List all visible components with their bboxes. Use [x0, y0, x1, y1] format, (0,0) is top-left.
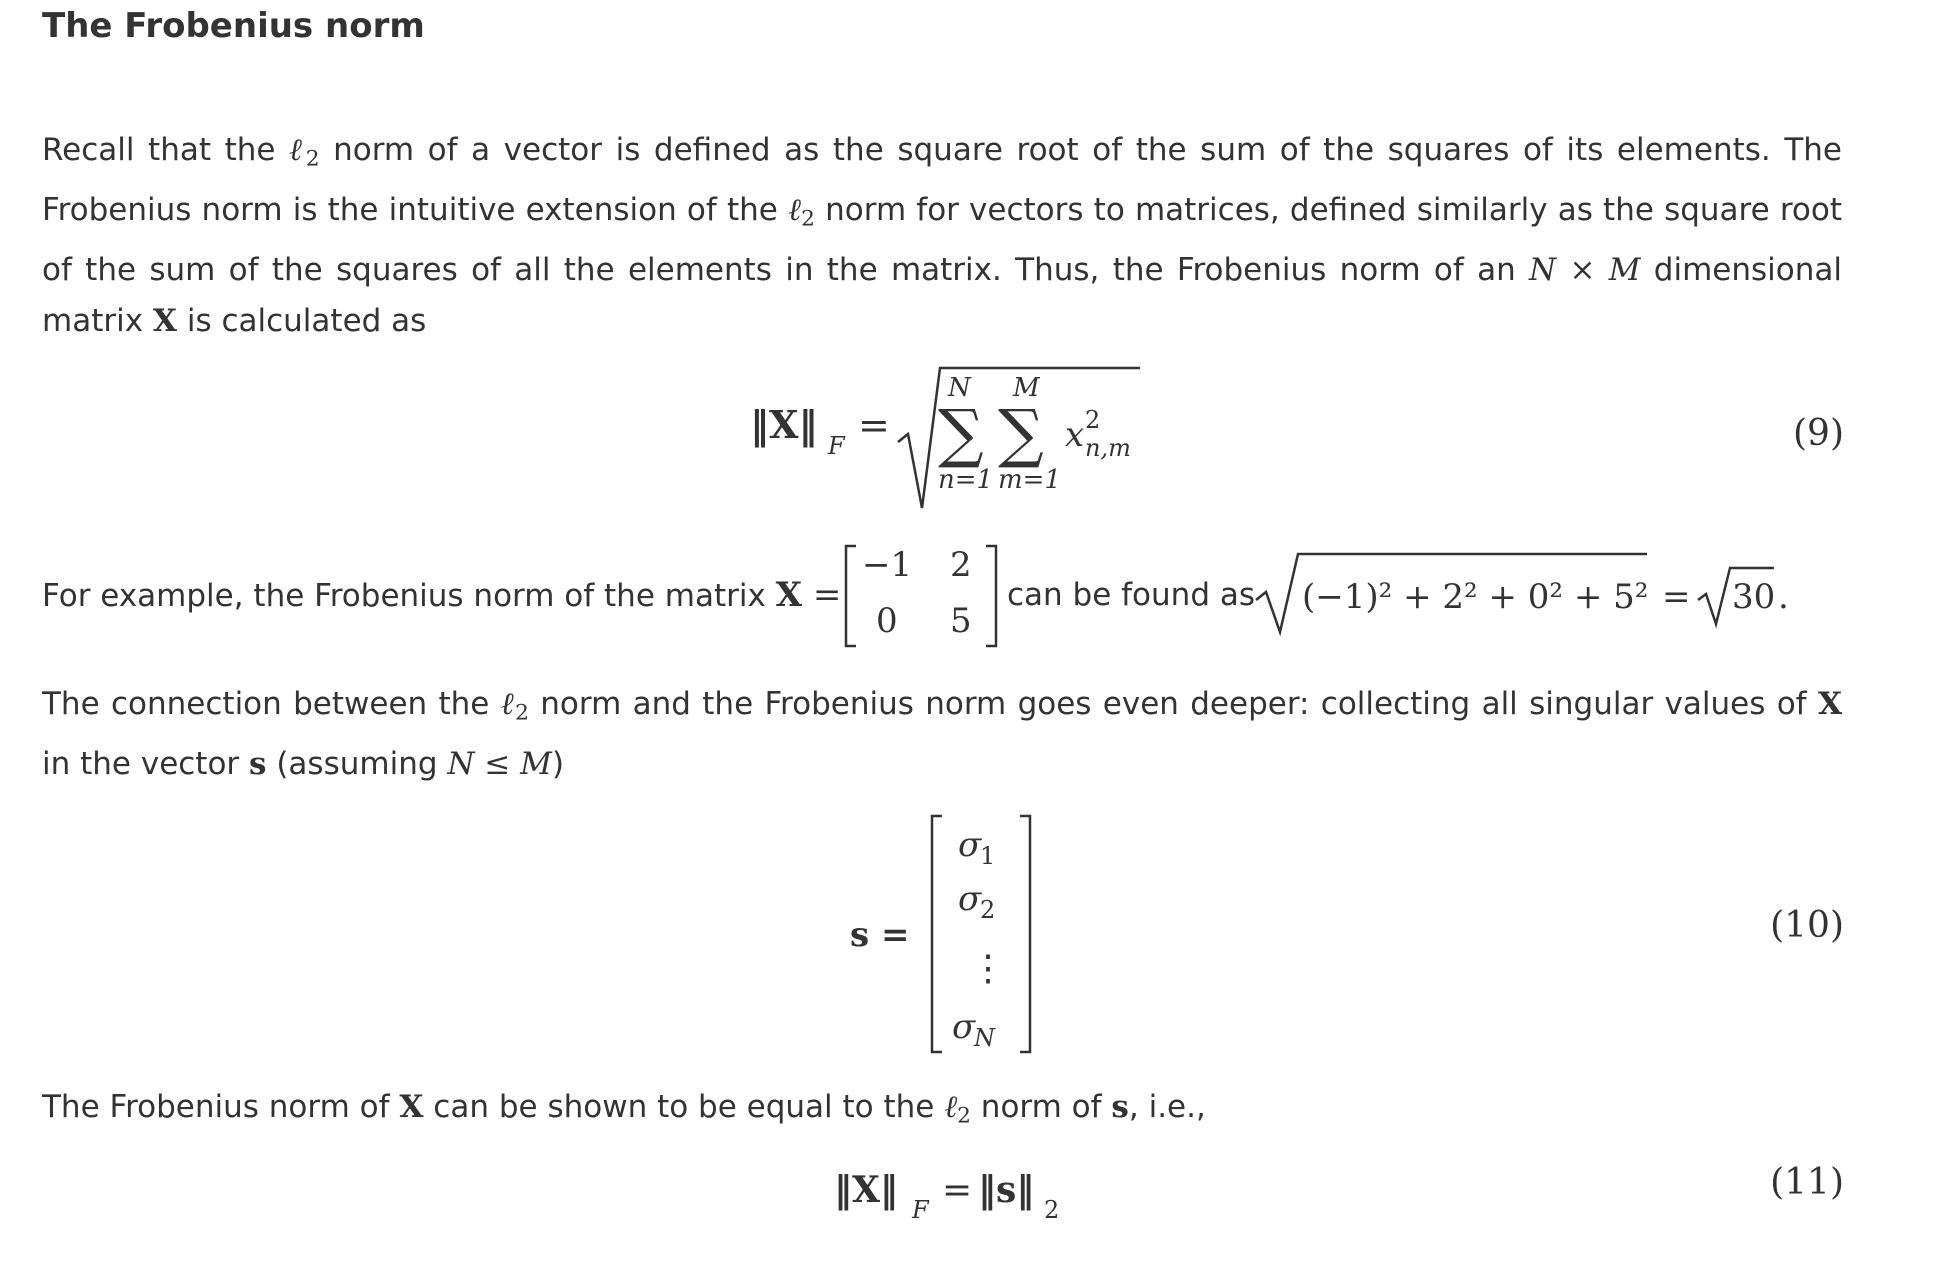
math-N: N	[1529, 251, 1557, 288]
ell-subscript: 2	[515, 700, 529, 726]
text: (assuming	[266, 745, 448, 782]
text: , i.e.,	[1128, 1089, 1206, 1125]
ell-symbol: ℓ	[944, 1089, 958, 1125]
eq10-sigmaN: σ	[952, 1007, 976, 1047]
matrix-a12: 2	[950, 545, 972, 585]
equation-11	[830, 1160, 1090, 1230]
text: Recall that the	[42, 132, 290, 168]
math-M: M	[1608, 251, 1641, 288]
example-line	[42, 570, 841, 623]
eq11-equals: =	[942, 1170, 973, 1211]
equation-10	[840, 810, 1070, 1060]
math-X: X	[152, 303, 177, 340]
eq9-lower-n: n=1	[938, 465, 994, 495]
root-period: .	[1778, 577, 1789, 617]
paragraph-equality	[42, 1082, 1542, 1142]
math-s: s	[249, 745, 267, 782]
math-X: X	[399, 1089, 424, 1125]
paragraph-connection	[42, 679, 1842, 790]
eq9-index-nm: n,m	[1085, 434, 1131, 462]
eq9-sum-n: ∑	[938, 397, 984, 471]
ell-subscript: 2	[957, 1103, 971, 1129]
math-times: ×	[1556, 251, 1609, 288]
eq9-upper-M: M	[1013, 373, 1040, 403]
text: can be shown to be equal to the	[423, 1089, 945, 1125]
root-radicand: (−1)² + 2² + 0² + 5²	[1302, 577, 1649, 617]
eq10-sigma1: σ	[958, 825, 982, 865]
ell-subscript: 2	[801, 206, 815, 232]
ell-subscript: 2	[305, 146, 320, 172]
text: dimensional matrix	[42, 251, 1842, 340]
eq9-lhs: ‖X‖	[750, 402, 818, 447]
eq10-indexN: N	[974, 1024, 995, 1052]
text: can be found as	[1007, 577, 1255, 613]
math-condition: N ≤ M	[447, 745, 552, 782]
eq9-subscript-F: F	[828, 432, 845, 460]
math-equals: =	[812, 575, 842, 615]
text: norm and the Frobenius norm goes even deeper: collecting all singular values of	[528, 686, 1818, 722]
equation-number-9: (9)	[1793, 413, 1844, 454]
eq9-upper-N: N	[948, 373, 971, 403]
text: norm of	[970, 1089, 1112, 1125]
text: is calculated as	[176, 303, 427, 340]
ell-symbol: ℓ	[289, 132, 306, 168]
section-heading: The Frobenius norm	[42, 6, 425, 46]
example-tail	[1007, 570, 1255, 622]
text: norm for vectors to matrices, defined similarly as the square root of the sum of the squares of all the elements in the matrix. Thus, the Frobenius norm of an	[42, 191, 1842, 288]
eq10-lhs: s =	[850, 915, 910, 955]
root-equals: =	[1662, 577, 1691, 617]
text: For example, the Frobenius norm of the matrix	[42, 578, 776, 614]
example-root	[1252, 548, 1812, 638]
math-X: X	[1817, 686, 1842, 722]
eq11-subscript-F: F	[912, 1196, 929, 1224]
eq11-subscript-2: 2	[1044, 1196, 1060, 1224]
matrix-left-bracket	[846, 546, 856, 646]
text: norm of a vector is defined as the square root of the sum of the squares of its elements. The Frobenius norm is the intuitive extension of the	[42, 132, 1842, 228]
ell-symbol: ℓ	[500, 686, 516, 722]
eq10-left-bracket	[932, 816, 942, 1052]
paragraph-definition	[42, 125, 1842, 348]
math-X: X	[775, 575, 803, 615]
eq10-sigma2: σ	[958, 879, 982, 919]
root-rhs: 30	[1732, 577, 1776, 617]
eq9-sum-m: ∑	[998, 397, 1044, 471]
text: )	[551, 745, 565, 782]
text: The connection between the	[42, 686, 501, 722]
text: in the vector	[42, 745, 250, 782]
matrix-a21: 0	[876, 601, 898, 641]
ell-symbol: ℓ	[787, 191, 802, 228]
eq9-square: 2	[1085, 406, 1101, 434]
eq11-lhs: ‖X‖	[834, 1169, 898, 1211]
eq9-equals: =	[858, 403, 890, 447]
eq11-rhs: ‖s‖	[978, 1169, 1035, 1211]
equation-number-11: (11)	[1770, 1162, 1844, 1203]
eq10-vdots: ⋮	[970, 948, 1006, 989]
math-s: s	[1111, 1089, 1129, 1125]
eq10-index1: 1	[980, 842, 996, 870]
matrix-a11: −1	[862, 545, 913, 585]
equation-9	[740, 360, 1160, 520]
example-matrix	[838, 540, 1018, 652]
equation-number-10: (10)	[1770, 905, 1844, 946]
eq10-index2: 2	[980, 896, 996, 924]
matrix-right-bracket	[986, 546, 996, 646]
eq10-right-bracket	[1020, 816, 1030, 1052]
eq9-x: x	[1065, 415, 1085, 455]
eq9-lower-m: m=1	[998, 465, 1061, 495]
matrix-a22: 5	[950, 601, 972, 641]
text: The Frobenius norm of	[42, 1089, 400, 1125]
